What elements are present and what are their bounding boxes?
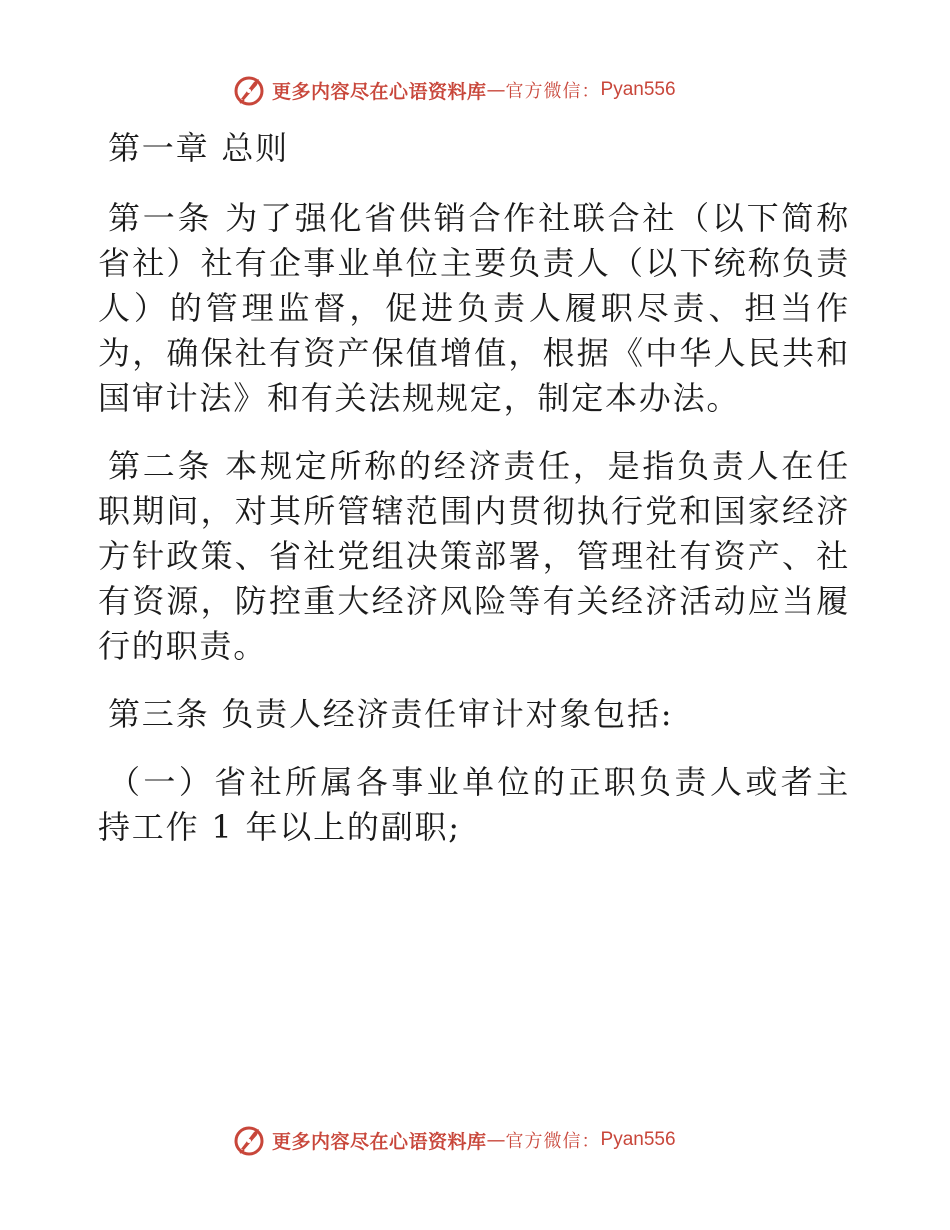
watermark-site-text: 更多内容尽在心语资料库	[272, 80, 487, 103]
quill-pen-logo-icon	[232, 1123, 266, 1157]
watermark-wechat-id: Pyan556	[600, 1129, 676, 1150]
article-3-paragraph	[98, 692, 850, 737]
article-3-item-1-text: （一）省社所属各事业单位的正职负责人或者主持工作 1 年以上的副职;	[98, 763, 850, 846]
document-body	[98, 126, 850, 850]
watermark-header	[232, 72, 676, 108]
watermark-footer	[232, 1122, 676, 1158]
watermark-site-text: 更多内容尽在心语资料库	[272, 1130, 487, 1153]
article-1-text: 第一条 为了强化省供销合作社联合社（以下简称省社）社有企事业单位主要负责人（以下统称负责人）的管理监督，促进负责人履职尽责、担当作为，确保社有资产保值增值，根据《中华人民共和国审计法》和有关法规规定，制定本办法。	[98, 199, 850, 417]
quill-pen-logo-icon	[232, 73, 266, 107]
article-2-paragraph	[98, 444, 850, 669]
article-2-text: 第二条 本规定所称的经济责任，是指负责人在任职期间，对其所管辖范围内贯彻执行党和国家经济方针政策、省社党组决策部署，管理社有资产、社有资源，防控重大经济风险等有关经济活动应当履行的职责。	[98, 447, 850, 665]
watermark-wechat-label: 官方微信：	[505, 81, 601, 102]
chapter-title: 第一章 总则	[108, 129, 289, 167]
watermark-wechat-id: Pyan556	[600, 79, 676, 100]
article-3-text: 第三条 负责人经济责任审计对象包括:	[108, 695, 674, 733]
article-1-paragraph	[98, 196, 850, 421]
article-3-item-1-paragraph	[98, 760, 850, 850]
watermark-wechat-label: 官方微信：	[505, 1131, 601, 1152]
watermark-separator: —	[486, 79, 506, 101]
watermark-separator: —	[486, 1129, 506, 1151]
